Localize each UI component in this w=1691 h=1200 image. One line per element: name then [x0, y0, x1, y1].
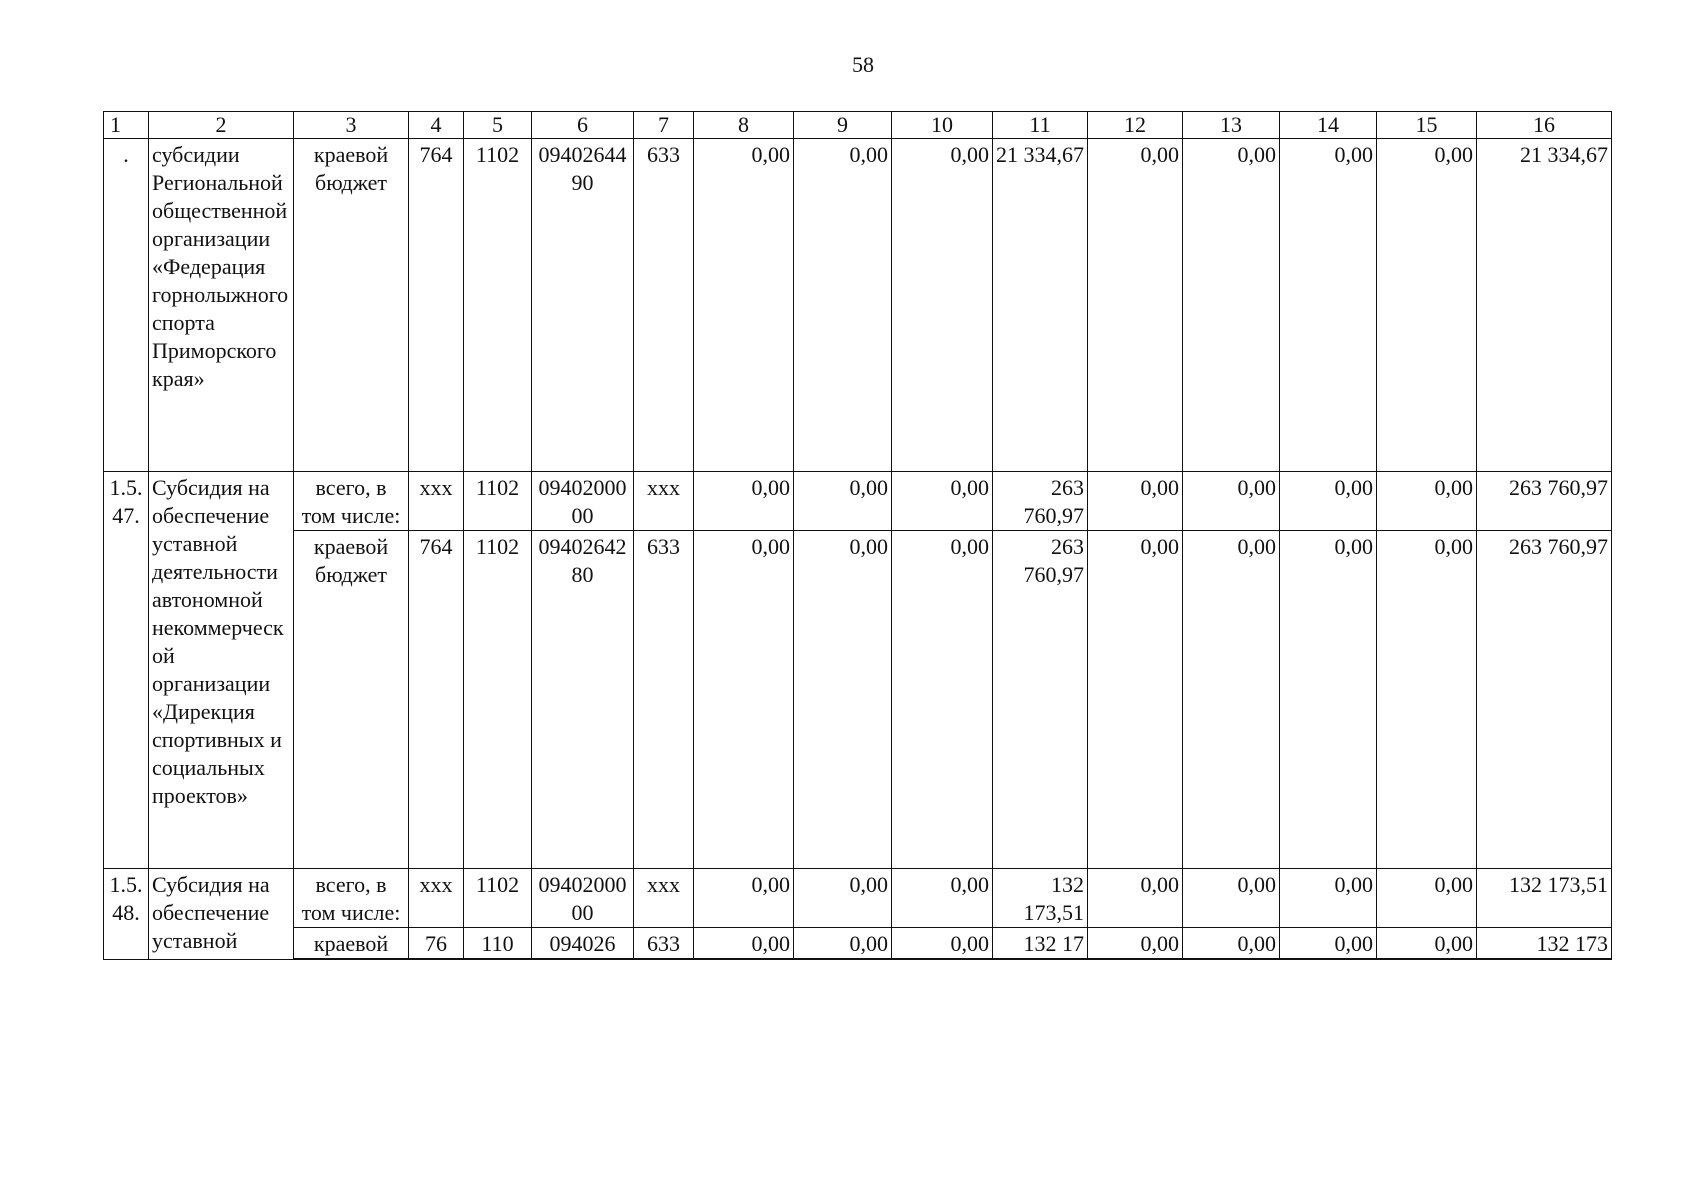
amount-cell-9: 0,00: [794, 928, 892, 960]
item-name-cell: Субсидия на обеспечение уставной: [149, 869, 294, 960]
code-cell-4: ххх: [409, 869, 464, 928]
amount-cell-12: 0,00: [1088, 531, 1183, 869]
amount-cell-10: 0,00: [892, 869, 993, 928]
code-cell-5: 1102: [464, 472, 532, 531]
amount-cell-16: 263 760,97: [1477, 472, 1612, 531]
code-cell-4: ххх: [409, 472, 464, 531]
amount-cell-10: 0,00: [892, 928, 993, 960]
amount-cell-15: 0,00: [1377, 139, 1477, 472]
funding-source-cell: всего, в том числе:: [294, 472, 409, 531]
amount-cell-8: 0,00: [694, 139, 794, 472]
amount-cell-15: 0,00: [1377, 869, 1477, 928]
code-cell-7: ххх: [634, 472, 694, 531]
code-cell-4: 764: [409, 531, 464, 869]
amount-cell-16: 263 760,97: [1477, 531, 1612, 869]
amount-cell-15: 0,00: [1377, 928, 1477, 960]
amount-cell-13: 0,00: [1183, 472, 1280, 531]
amount-cell-12: 0,00: [1088, 139, 1183, 472]
amount-cell-8: 0,00: [694, 869, 794, 928]
amount-cell-13: 0,00: [1183, 531, 1280, 869]
code-cell-4: 764: [409, 139, 464, 472]
amount-cell-16: 132 173: [1477, 928, 1612, 960]
amount-cell-16: 132 173,51: [1477, 869, 1612, 928]
amount-cell-14: 0,00: [1280, 139, 1377, 472]
amount-cell-13: 0,00: [1183, 869, 1280, 928]
amount-cell-11: 132 17: [993, 928, 1088, 960]
amount-cell-13: 0,00: [1183, 928, 1280, 960]
code-cell-7: 633: [634, 139, 694, 472]
header-cell-10: 10: [892, 112, 993, 139]
amount-cell-11: 263 760,97: [993, 531, 1088, 869]
amount-cell-12: 0,00: [1088, 472, 1183, 531]
amount-cell-12: 0,00: [1088, 928, 1183, 960]
header-cell-1: 1: [104, 112, 149, 139]
amount-cell-10: 0,00: [892, 472, 993, 531]
header-cell-7: 7: [634, 112, 694, 139]
item-name-cell: Субсидия на обеспечение уставной деятельности автономной некоммерческой организации «Дирекция спортивных и социальных проектов»: [149, 472, 294, 869]
funding-source-cell: краевой бюджет: [294, 139, 409, 472]
code-cell-7: ххх: [634, 869, 694, 928]
row-number-cell: 1.5.47.: [104, 472, 149, 869]
header-cell-6: 6: [532, 112, 634, 139]
header-cell-3: 3: [294, 112, 409, 139]
amount-cell-15: 0,00: [1377, 472, 1477, 531]
header-cell-9: 9: [794, 112, 892, 139]
funding-source-cell: всего, в том числе:: [294, 869, 409, 928]
code-cell-6: 0940200000: [532, 869, 634, 928]
code-cell-4: 76: [409, 928, 464, 960]
amount-cell-16: 21 334,67: [1477, 139, 1612, 472]
amount-cell-14: 0,00: [1280, 531, 1377, 869]
table-row: [104, 139, 1612, 472]
code-cell-7: 633: [634, 928, 694, 960]
header-cell-2: 2: [149, 112, 294, 139]
code-cell-5: 1102: [464, 139, 532, 472]
item-name-cell: субсидии Региональной общественной организации «Федерация горнолыжного спорта Приморского края»: [149, 139, 294, 472]
header-cell-4: 4: [409, 112, 464, 139]
header-cell-14: 14: [1280, 112, 1377, 139]
funding-source-cell: краевой бюджет: [294, 531, 409, 869]
table-row: [104, 928, 1612, 960]
code-cell-6: 094026: [532, 928, 634, 960]
header-cell-5: 5: [464, 112, 532, 139]
row-number-cell: .: [104, 139, 149, 472]
page-number: 58: [852, 52, 874, 77]
amount-cell-9: 0,00: [794, 531, 892, 869]
header-cell-16: 16: [1477, 112, 1612, 139]
funding-source-cell: краевой: [294, 928, 409, 960]
amount-cell-14: 0,00: [1280, 472, 1377, 531]
table-row: [104, 472, 1612, 531]
amount-cell-10: 0,00: [892, 531, 993, 869]
code-cell-5: 1102: [464, 531, 532, 869]
amount-cell-11: 21 334,67: [993, 139, 1088, 472]
code-cell-6: 0940264490: [532, 139, 634, 472]
header-cell-15: 15: [1377, 112, 1477, 139]
amount-cell-15: 0,00: [1377, 531, 1477, 869]
amount-cell-11: 132 173,51: [993, 869, 1088, 928]
amount-cell-8: 0,00: [694, 928, 794, 960]
amount-cell-8: 0,00: [694, 531, 794, 869]
amount-cell-14: 0,00: [1280, 928, 1377, 960]
budget-table: [103, 111, 1612, 960]
code-cell-6: 0940264280: [532, 531, 634, 869]
table-row: [104, 531, 1612, 869]
header-cell-12: 12: [1088, 112, 1183, 139]
amount-cell-9: 0,00: [794, 139, 892, 472]
row-number-cell: 1.5.48.: [104, 869, 149, 960]
amount-cell-12: 0,00: [1088, 869, 1183, 928]
amount-cell-9: 0,00: [794, 869, 892, 928]
header-cell-8: 8: [694, 112, 794, 139]
code-cell-7: 633: [634, 531, 694, 869]
header-cell-13: 13: [1183, 112, 1280, 139]
table-row: [104, 869, 1612, 928]
header-row: [104, 112, 1612, 139]
amount-cell-10: 0,00: [892, 139, 993, 472]
code-cell-6: 0940200000: [532, 472, 634, 531]
header-cell-11: 11: [993, 112, 1088, 139]
code-cell-5: 110: [464, 928, 532, 960]
code-cell-5: 1102: [464, 869, 532, 928]
amount-cell-9: 0,00: [794, 472, 892, 531]
amount-cell-13: 0,00: [1183, 139, 1280, 472]
amount-cell-8: 0,00: [694, 472, 794, 531]
amount-cell-11: 263 760,97: [993, 472, 1088, 531]
amount-cell-14: 0,00: [1280, 869, 1377, 928]
